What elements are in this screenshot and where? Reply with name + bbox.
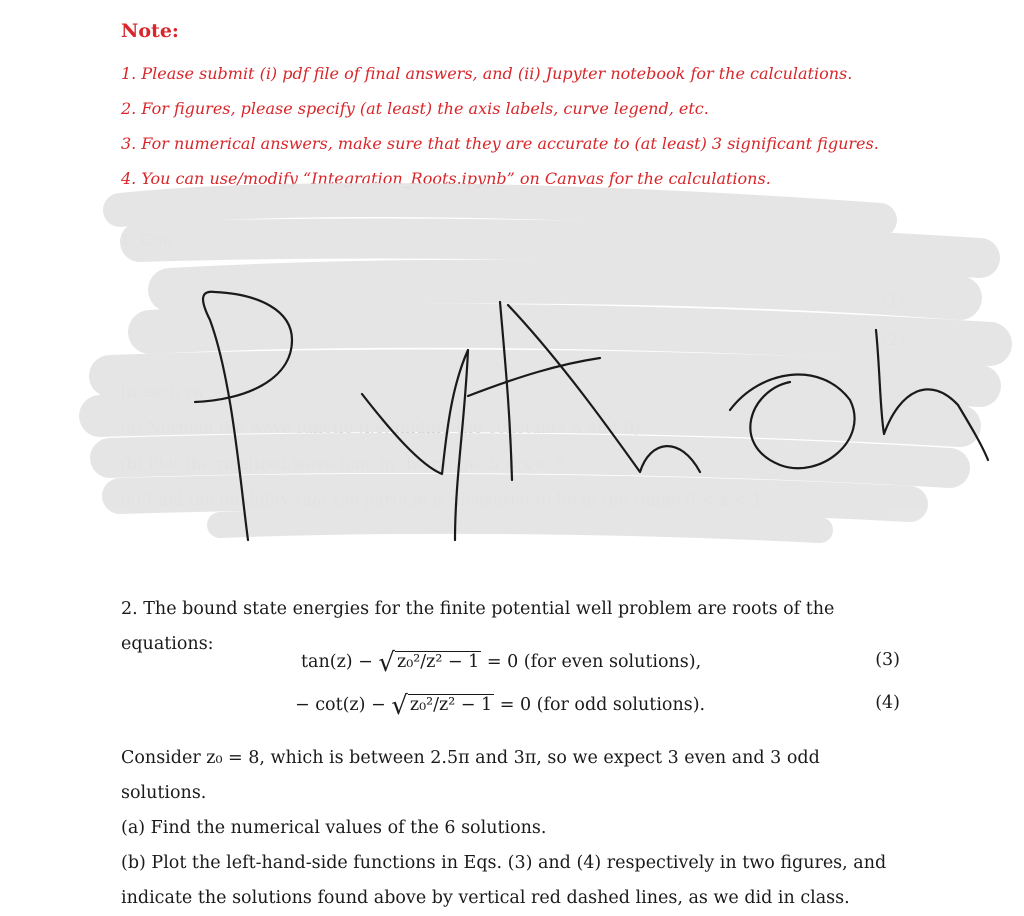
- eq4-number: (4): [875, 693, 900, 713]
- question-2-body: [121, 741, 902, 916]
- note-item-1: 1. Please submit (i) pdf file of final answers, and (ii) Jupyter notebook for the calculations.: [121, 64, 853, 83]
- equation-3: [301, 648, 701, 678]
- note-item-3: 3. For numerical answers, make sure that they are accurate to (at least) 3 significant figures.: [121, 134, 879, 153]
- eq3-number: (3): [875, 650, 900, 670]
- eq4-sqrt-expr: z₀²/z² − 1: [409, 695, 493, 715]
- q2-part-a: (a) Find the numerical values of the 6 solutions.: [121, 818, 547, 838]
- sqrt-icon: √: [391, 691, 408, 721]
- eq4-rhs: = 0 (for odd solutions).: [494, 695, 706, 715]
- eq3-lhs: tan(z) −: [301, 652, 379, 672]
- q1-part-b: (b) Plot the rmalized wave func in the range -5 < x < 5.: [120, 454, 571, 473]
- redaction-scribble: [0, 180, 1024, 560]
- q1-eq2-label: (2): [882, 330, 905, 349]
- equation-4: [295, 691, 705, 721]
- q2-intro: 2. The bound state energies for the finite potential well problem are roots of the equations:: [121, 599, 835, 654]
- q2-part-b-line1: (b) Plot the left-hand-side functions in Eqs. (3) and (4) respectively in two figures, and: [121, 853, 887, 873]
- q1-heading: 1. Con: [120, 230, 173, 249]
- note-item-4: 4. You can use/modify “Integration_Roots.ipynb” on Canvas for the calculations.: [121, 169, 771, 188]
- q2-part-b-line2: indicate the solutions found above by vertical red dashed lines, as we did in class.: [121, 888, 850, 908]
- q1-line-in-each: In each ca: [120, 382, 204, 401]
- note-item-2: 2. For figures, please specify (at least) the axis labels, curve legend, etc.: [121, 99, 709, 118]
- q1-part-a: (a) Normali the wave functio (i.e. finding the constants A and B).: [120, 418, 646, 437]
- note-block: [121, 20, 879, 196]
- eq3-rhs: = 0 (for even solutions),: [481, 652, 702, 672]
- note-title: Note:: [121, 20, 179, 42]
- eq4-lhs: − cot(z) −: [295, 695, 392, 715]
- eq3-sqrt-expr: z₀²/z² − 1: [396, 652, 480, 672]
- q2-consider: Consider z₀ = 8, which is between 2.5π and 3π, so we expect 3 even and 3 odd solutions.: [121, 748, 820, 803]
- sqrt-icon: √: [378, 648, 395, 678]
- q1-part-c: (c) Find the obability that the particle is measured to be in the range 0 < x < 1.: [120, 490, 768, 509]
- q1-eq1-label: (1): [882, 290, 905, 309]
